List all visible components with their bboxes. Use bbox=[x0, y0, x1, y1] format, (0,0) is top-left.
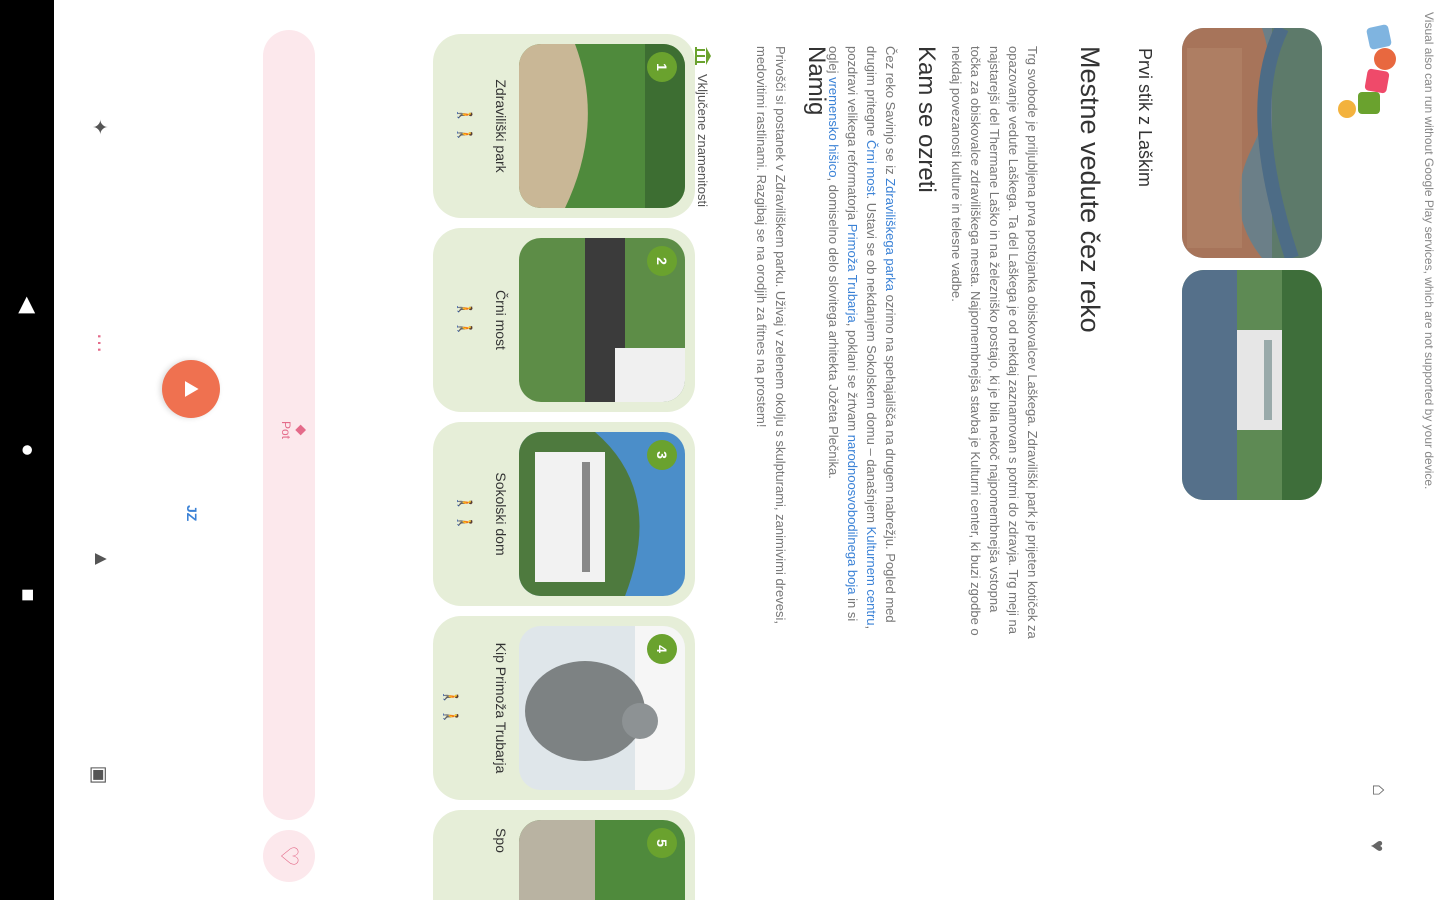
look-text-1: Čez reko Savinjo se iz bbox=[883, 46, 898, 179]
walk-fab[interactable] bbox=[162, 360, 220, 418]
route-title: Mestne vedute čez reko bbox=[1075, 46, 1105, 333]
aerial-town-photo bbox=[1182, 28, 1322, 258]
link-primoz-trubar[interactable]: Primoža Trubarja bbox=[845, 223, 860, 323]
look-text-7: , domiselno delo slovitega arhitekta Jožeta Plečnika. bbox=[826, 177, 841, 479]
route-icon: ◆ bbox=[294, 424, 310, 436]
walk-icon: 🚶🚶 bbox=[457, 106, 473, 146]
look-text-5: , poklani se žrtvam bbox=[845, 322, 860, 435]
landmark-icon bbox=[694, 46, 712, 66]
favorite-button[interactable] bbox=[263, 830, 315, 882]
link-zdraviliski-park[interactable]: Zdraviliškega parka bbox=[883, 178, 898, 291]
walk-icon: 🚶🚶 bbox=[457, 300, 473, 340]
link-kulturni-center[interactable]: Kulturnem centru bbox=[864, 526, 879, 626]
home-button-icon[interactable]: ● bbox=[16, 443, 41, 457]
card-number-badge: 2 bbox=[647, 246, 677, 276]
play-services-notice: Visual also can run without Google Play services, which are not supported by your device. bbox=[1422, 12, 1436, 490]
landmark-cards bbox=[425, 34, 695, 900]
sparkles-icon[interactable]: ✦ bbox=[88, 118, 110, 136]
landmark-card[interactable] bbox=[433, 422, 695, 606]
intro-paragraph: Trg svobode je priljubljena prva postojanka obiskovalcev Laškega. Zdraviliški park je prijeten kotiček za opazovanje vedute Laškega. Ta del Laškega je od nekdaj zaznamovan s potmi do zdravja. Trg meji na najstarejši del Thermane Laško in na železniško postajo, ki je bila nekoč najpomembnejša vstopna točka za obiskovalce zdraviliškega mesta. Najpomembnejša stavba je Kulturni center, ki buzi zgodbe o nekdaj povezanosti kulture in telesne vadbe. bbox=[949, 46, 1040, 639]
link-vremenska-hisica[interactable]: vremensko hišico bbox=[826, 77, 841, 178]
card-number-badge: 3 bbox=[647, 440, 677, 470]
card-number-badge: 5 bbox=[647, 828, 677, 858]
back-icon[interactable]: ◀ bbox=[16, 296, 41, 314]
hero-image-aerial bbox=[1182, 28, 1322, 258]
recommended-label-row bbox=[694, 46, 712, 207]
link-crni-most[interactable]: Črni most bbox=[864, 139, 879, 196]
hero-image-river bbox=[1182, 270, 1322, 500]
home-icon[interactable]: ⌂ bbox=[1368, 784, 1390, 797]
card-name: Zdraviliški park bbox=[493, 79, 509, 173]
card-name: Črni most bbox=[493, 290, 509, 350]
riverside-photo bbox=[1182, 270, 1322, 500]
route-subtitle: Prvi stik z Laškim bbox=[1135, 48, 1155, 188]
landmark-card[interactable] bbox=[433, 34, 695, 218]
jz-badge[interactable]: JZ bbox=[184, 505, 200, 522]
card-number-badge: 1 bbox=[647, 52, 677, 82]
recents-icon[interactable]: ■ bbox=[16, 588, 41, 602]
tip-heading: Namig bbox=[803, 46, 830, 116]
look-paragraph bbox=[824, 46, 900, 646]
dots-icon[interactable]: ⋯ bbox=[88, 333, 110, 353]
tip-paragraph: Privošči si postanek v Zdraviliškem parku. Uživaj v zelenem okolju s skulpturami, zanimivimi drevesi, medovitimi rastlinami. Razgibaj se na orodjih za fitnes na prostem! bbox=[754, 46, 788, 624]
tab-pot[interactable] bbox=[279, 400, 310, 460]
map-icon[interactable]: ▲ bbox=[90, 549, 112, 569]
card-name: Spo bbox=[493, 828, 509, 853]
look-heading: Kam se ozreti bbox=[913, 46, 940, 193]
look-text-3: . Ustavi se ob nekdanjem Sokolskem domu – današnjem bbox=[864, 195, 879, 527]
landmark-card[interactable] bbox=[433, 810, 695, 900]
walk-icon: 🚶🚶 bbox=[457, 494, 473, 534]
lasko-logo bbox=[1330, 26, 1400, 126]
tab-pot-label: Pot bbox=[279, 420, 293, 439]
landmark-card[interactable] bbox=[433, 616, 695, 800]
card-name: Kip Primoža Trubarja bbox=[493, 642, 509, 774]
look-text-6: in si oglej bbox=[826, 46, 860, 622]
look-text-2: ozrimo na spehajališča na drugem nabrežju. Pogled med drugim pritegne bbox=[864, 46, 898, 623]
hiking-icon: ⛰ bbox=[180, 380, 203, 398]
card-number-badge: 4 bbox=[647, 634, 677, 664]
recommended-label: Vključene znamenitosti bbox=[695, 74, 711, 207]
favorite-icon[interactable]: ♥ bbox=[1366, 840, 1388, 852]
calendar-icon[interactable]: ▣ bbox=[88, 765, 110, 785]
look-text-4: , pozdravi velikega reformatorja bbox=[845, 46, 879, 630]
landmark-card[interactable] bbox=[433, 228, 695, 412]
system-nav-bar bbox=[0, 0, 54, 900]
walk-icon: 🚶🚶 bbox=[443, 688, 459, 728]
heart-icon: ♡ bbox=[275, 845, 303, 867]
link-nob[interactable]: narodnoosvobodilnega boja bbox=[845, 434, 860, 595]
card-name: Sokolski dom bbox=[493, 472, 509, 556]
